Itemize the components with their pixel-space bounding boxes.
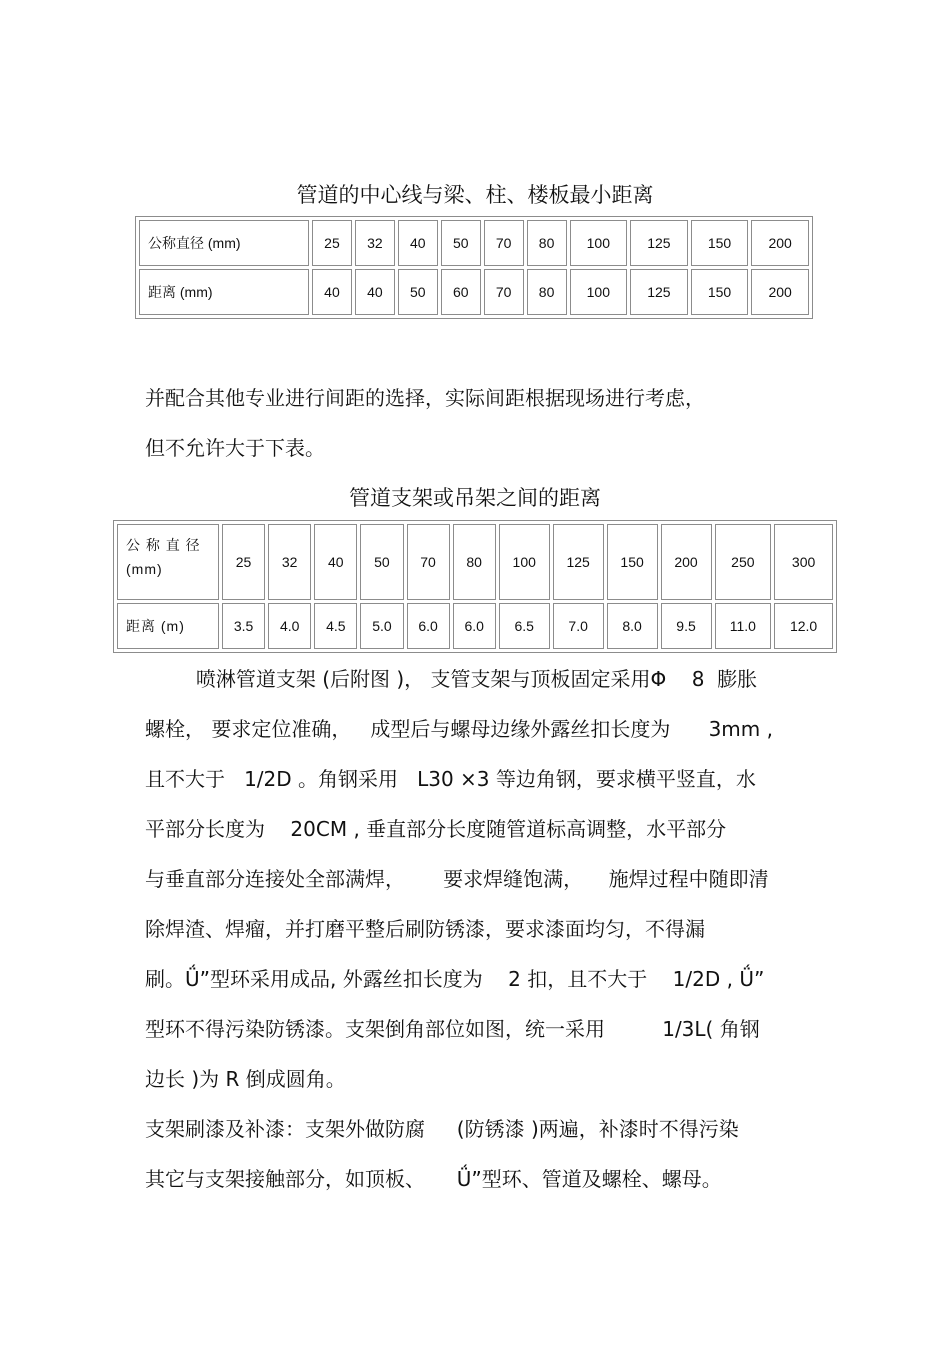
row-label-line: (mm) — [126, 561, 163, 577]
row-label: 距离 (mm) — [139, 269, 309, 315]
table-cell: 6.5 — [499, 603, 550, 649]
table-cell: 250 — [715, 524, 772, 600]
table-cell: 8.0 — [607, 603, 658, 649]
table-cell: 80 — [527, 220, 567, 266]
body-line: 型环不得污染防锈漆。支架倒角部位如图，统一采用 1/3L( 角钢 — [145, 1017, 760, 1041]
row-label: 距离 (m) — [117, 603, 219, 649]
table-cell: 4.0 — [268, 603, 311, 649]
table-row — [139, 220, 809, 266]
body-line: 刷。Ǘ”型环采用成品, 外露丝扣长度为 2 扣，且不大于 1/2D , Ǘ” — [145, 967, 765, 991]
table-cell: 100 — [570, 269, 628, 315]
table-cell: 6.0 — [453, 603, 496, 649]
table-cell: 3.5 — [222, 603, 265, 649]
table-cell: 6.0 — [407, 603, 450, 649]
body-line: 且不大于 1/2D 。角钢采用 L30 ×3 等边角钢，要求横平竖直，水 — [145, 767, 756, 791]
paragraph-line: 但不允许大于下表。 — [145, 436, 325, 460]
table-cell: 50 — [360, 524, 403, 600]
table-cell: 40 — [398, 220, 438, 266]
table-cell: 200 — [751, 220, 809, 266]
table-cell: 80 — [527, 269, 567, 315]
body-line: 其它与支架接触部分，如顶板、 Ǘ”型环、管道及螺栓、螺母。 — [145, 1167, 722, 1191]
table-cell: 32 — [355, 220, 395, 266]
table-cell: 200 — [751, 269, 809, 315]
row-label-line: 公 称 直 径 — [126, 537, 201, 553]
table-cell: 5.0 — [360, 603, 403, 649]
table-cell: 200 — [661, 524, 712, 600]
table-cell: 4.5 — [314, 603, 357, 649]
body-line: 支架刷漆及补漆：支架外做防腐 (防锈漆 )两遍，补漆时不得污染 — [145, 1117, 739, 1141]
table2-caption: 管道支架或吊架之间的距离 — [349, 486, 601, 510]
table-row — [117, 603, 833, 649]
table-cell: 50 — [441, 220, 481, 266]
body-line: 与垂直部分连接处全部满焊， 要求焊缝饱满， 施焊过程中随即清 — [145, 867, 769, 891]
table-cell: 100 — [570, 220, 628, 266]
table-cell: 150 — [691, 220, 749, 266]
body-line: 喷淋管道支架 (后附图 )， 支管支架与顶板固定采用Φ 8 膨胀 — [145, 667, 758, 691]
table-cell: 12.0 — [774, 603, 833, 649]
table-row — [139, 269, 809, 315]
table-cell: 40 — [355, 269, 395, 315]
table-cell: 150 — [691, 269, 749, 315]
table-row — [117, 524, 833, 600]
row-label: 公称直径 (mm) — [139, 220, 309, 266]
table-cell: 125 — [630, 269, 688, 315]
body-line: 边长 )为 R 倒成圆角。 — [145, 1067, 346, 1091]
table-cell: 300 — [774, 524, 833, 600]
table-cell: 125 — [630, 220, 688, 266]
table-cell: 11.0 — [715, 603, 772, 649]
table-cell: 25 — [312, 220, 352, 266]
table-cell: 7.0 — [553, 603, 604, 649]
table-cell: 70 — [484, 220, 524, 266]
body-line: 螺栓， 要求定位准确， 成型后与螺母边缘外露丝扣长度为 3mm , — [145, 717, 773, 741]
min-distance-table — [135, 216, 813, 319]
table-cell: 25 — [222, 524, 265, 600]
table-cell: 125 — [553, 524, 604, 600]
table-cell: 50 — [398, 269, 438, 315]
table-cell: 32 — [268, 524, 311, 600]
table-cell: 80 — [453, 524, 496, 600]
table-cell: 40 — [312, 269, 352, 315]
table1-caption: 管道的中心线与梁、柱、楼板最小距离 — [296, 183, 654, 207]
body-line: 平部分长度为 20CM , 垂直部分长度随管道标高调整，水平部分 — [145, 817, 727, 841]
support-spacing-table — [113, 520, 837, 653]
row-label — [117, 524, 219, 600]
table-cell: 150 — [607, 524, 658, 600]
table-cell: 70 — [407, 524, 450, 600]
table-cell: 40 — [314, 524, 357, 600]
table-cell: 60 — [441, 269, 481, 315]
paragraph-line: 并配合其他专业进行间距的选择，实际间距根据现场进行考虑， — [145, 386, 705, 410]
table-cell: 9.5 — [661, 603, 712, 649]
body-line: 除焊渣、焊瘤，并打磨平整后刷防锈漆，要求漆面均匀，不得漏 — [145, 917, 705, 941]
table-cell: 70 — [484, 269, 524, 315]
table-cell: 100 — [499, 524, 550, 600]
